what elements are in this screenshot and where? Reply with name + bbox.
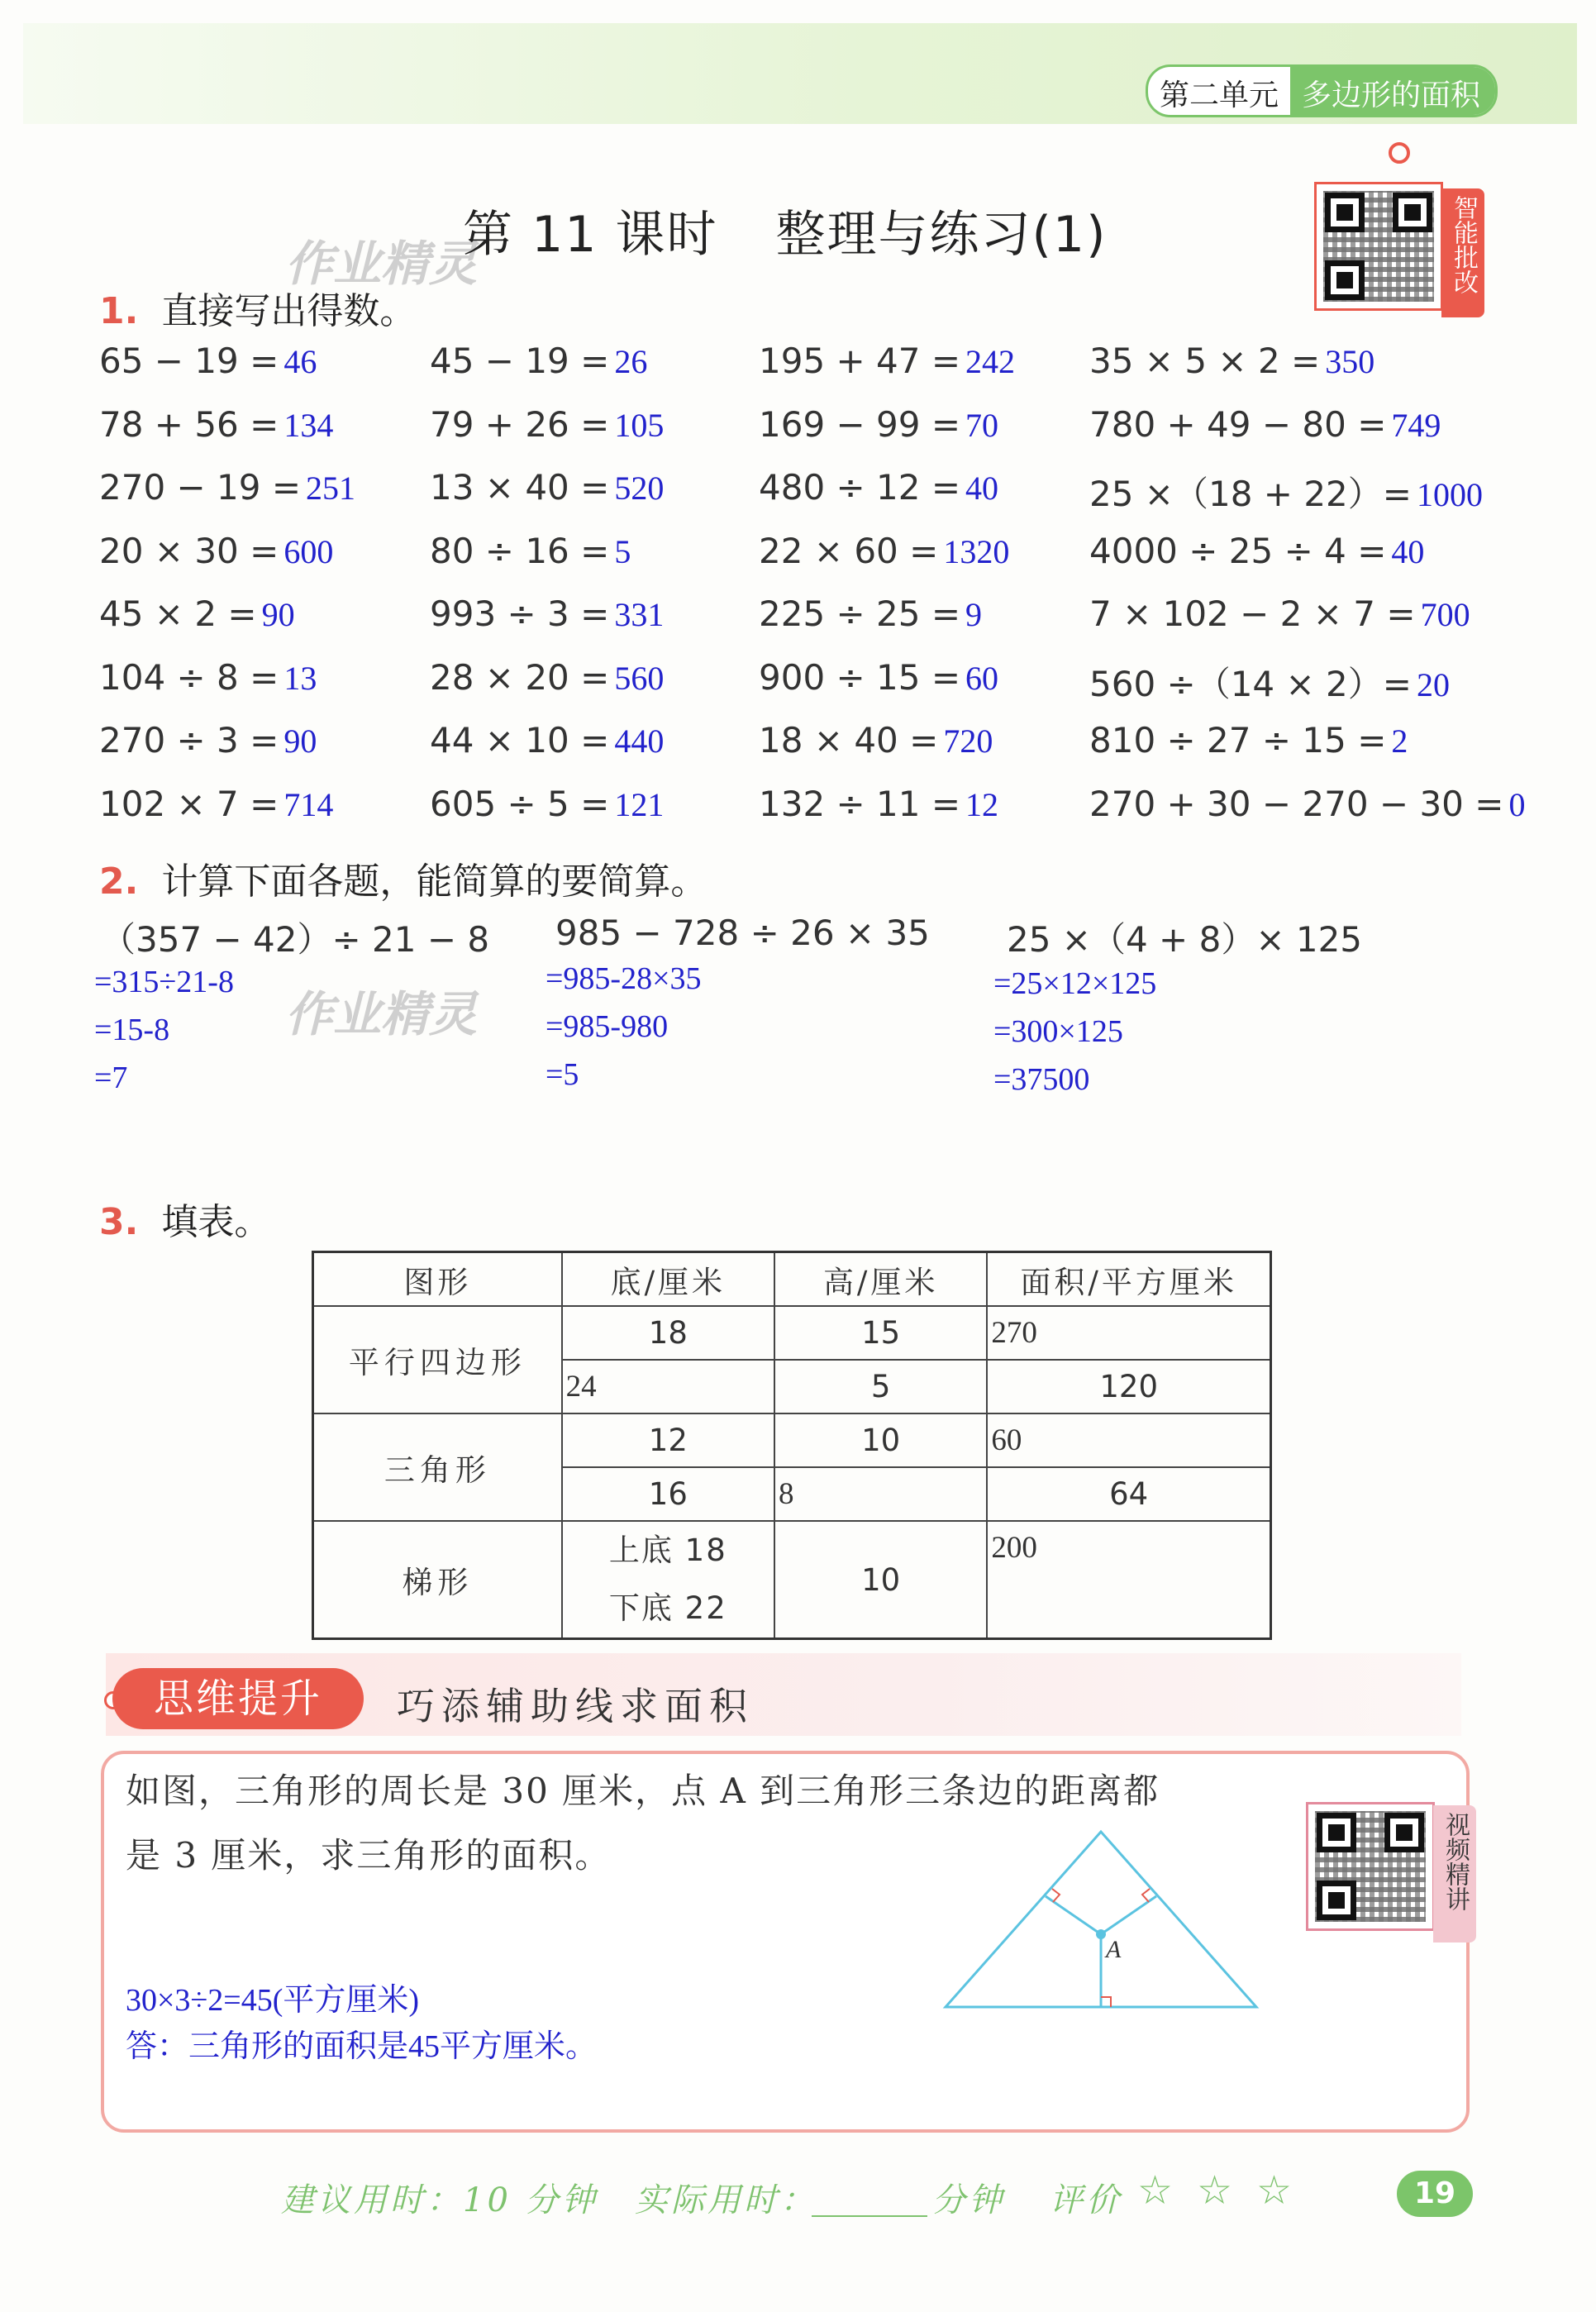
q2-number: 2.	[99, 860, 139, 903]
oral-calc-item	[759, 657, 998, 698]
answer[interactable]: 5	[614, 532, 631, 570]
answer[interactable]: 26	[614, 343, 648, 380]
answer[interactable]: 90	[261, 596, 295, 633]
actual-time-label: 实际用时：	[635, 2181, 817, 2219]
q1-heading	[99, 281, 416, 334]
q2-problem-3: 25 ×（4 + 8）× 125	[1007, 919, 1363, 960]
q2-step: =315÷21-8	[94, 965, 234, 999]
q2-step: =985-28×35	[545, 961, 702, 996]
q2-step: =5	[545, 1057, 579, 1092]
oral-calc-item	[430, 467, 664, 508]
oral-calc-item	[1089, 657, 1450, 707]
q2-prompt: 计算下面各题，能简算的要简算。	[161, 860, 707, 903]
answer[interactable]: 9	[965, 596, 983, 633]
oral-calc-item	[759, 784, 998, 824]
answer[interactable]: 600	[283, 532, 334, 570]
answer[interactable]: 720	[943, 722, 993, 760]
answer[interactable]: 440	[614, 722, 665, 760]
answer[interactable]: 520	[614, 470, 665, 507]
answer[interactable]: 40	[1391, 532, 1425, 570]
table-cell: 10	[774, 1413, 987, 1467]
answer[interactable]: 560	[614, 659, 665, 697]
answer[interactable]: 1000	[1416, 476, 1483, 513]
oral-calc-item	[759, 341, 1015, 381]
oral-calc-item	[1089, 784, 1525, 824]
table-cell: 12	[562, 1413, 774, 1467]
problem-line: 如图，三角形的周长是 30 厘米，点 A 到三角形三条边的距离都	[126, 1771, 1160, 1811]
oral-calc-item	[759, 467, 998, 508]
oral-calc-item	[99, 467, 355, 508]
oral-calc-item	[430, 531, 631, 571]
expression: 195 + 47 =	[759, 341, 961, 381]
watermark: 作业精灵	[285, 236, 478, 292]
expression: 45 × 2 =	[99, 593, 257, 634]
page-title	[463, 195, 1108, 266]
expression: 7 × 102 − 2 × 7 =	[1089, 593, 1416, 634]
q2-problem-1: （357 − 42）÷ 21 − 8	[101, 919, 490, 960]
answer[interactable]: 60	[965, 659, 999, 697]
expression: 102 × 7 =	[99, 783, 279, 824]
oral-calc-item	[1089, 593, 1470, 634]
oral-calc-item	[759, 531, 1009, 571]
watermark: 作业精灵	[285, 986, 478, 1042]
unit-label: 第二单元	[1160, 79, 1279, 112]
oral-calc-item	[99, 784, 333, 824]
answer[interactable]: 105	[614, 406, 665, 444]
answer[interactable]: 2	[1391, 722, 1408, 760]
answer[interactable]: 350	[1325, 343, 1375, 380]
expression: 80 ÷ 16 =	[430, 530, 610, 571]
table-cell	[562, 1521, 774, 1639]
unit-tag	[1146, 64, 1498, 117]
page-number: 19	[1397, 2171, 1473, 2217]
shape-name: 平行四边形	[313, 1306, 562, 1413]
oral-calc-item	[759, 593, 982, 634]
table-cell: 18	[562, 1306, 774, 1360]
expression: 78 + 56 =	[99, 403, 279, 445]
answer-cell[interactable]: 200	[987, 1521, 1270, 1639]
trapezoid-bottom: 下底 22	[608, 1590, 727, 1626]
expression: 22 × 60 =	[759, 530, 939, 571]
answer[interactable]: 70	[965, 406, 999, 444]
oral-calc-item	[1089, 341, 1374, 381]
oral-calc-item	[430, 657, 664, 698]
expression: 900 ÷ 15 =	[759, 656, 961, 698]
expression: 780 + 49 − 80 =	[1089, 403, 1387, 445]
oral-calc-item	[99, 531, 333, 571]
star-icon[interactable]: ☆	[1197, 2167, 1233, 2214]
answer[interactable]: 121	[614, 785, 665, 823]
lesson-number: 第 11 课时	[463, 206, 718, 264]
expression: 132 ÷ 11 =	[759, 783, 961, 824]
answer[interactable]: 12	[965, 785, 999, 823]
expression: 169 − 99 =	[759, 403, 961, 445]
actual-time-blank[interactable]	[812, 2215, 927, 2217]
star-icon[interactable]: ☆	[1256, 2167, 1293, 2214]
table-cell: 64	[987, 1467, 1270, 1521]
qr-code-video[interactable]	[1306, 1802, 1435, 1931]
answer-line: 30×3÷2=45(平方厘米)	[126, 1983, 420, 2018]
oral-calc-item	[99, 593, 295, 634]
q2-step: =7	[94, 1061, 128, 1095]
expression: 35 × 5 × 2 =	[1089, 341, 1321, 381]
oral-calc-item	[99, 657, 317, 698]
suggested-time: 建议用时：10 分钟	[281, 2181, 598, 2219]
qr-label-grading: 智能批改	[1441, 188, 1484, 317]
expression: 45 − 19 =	[430, 341, 610, 381]
qr-label-video: 视频精讲	[1433, 1805, 1476, 1943]
answer[interactable]: 700	[1420, 596, 1470, 633]
oral-calc-item	[430, 593, 664, 634]
expression: 13 × 40 =	[430, 467, 610, 508]
oral-calc-item	[1089, 404, 1441, 445]
q2-step: =15-8	[94, 1013, 170, 1047]
table-header: 高/厘米	[774, 1252, 987, 1307]
problem-line: 是 3 厘米，求三角形的面积。	[126, 1835, 612, 1876]
answer[interactable]: 13	[283, 659, 317, 697]
answer[interactable]: 251	[306, 470, 356, 507]
answer[interactable]: 714	[283, 785, 334, 823]
answer-line: 答：三角形的面积是45平方厘米。	[126, 2029, 598, 2064]
q2-problem-2: 985 − 728 ÷ 26 × 35	[555, 913, 930, 953]
triangle-diagram	[934, 1819, 1265, 2017]
expression: 28 × 20 =	[430, 656, 610, 698]
table-header: 面积/平方厘米	[987, 1252, 1270, 1307]
answer-cell[interactable]: 24	[562, 1360, 774, 1413]
oral-calc-item	[1089, 467, 1483, 517]
oral-calc-item	[430, 720, 664, 760]
oral-calc-item	[430, 341, 647, 381]
shape-name: 梯形	[313, 1521, 562, 1639]
q2-heading	[99, 851, 707, 904]
table-header: 底/厘米	[562, 1252, 774, 1307]
trapezoid-top: 上底 18	[608, 1533, 727, 1568]
expression: 270 + 30 − 270 − 30 =	[1089, 783, 1504, 824]
q2-step: =37500	[993, 1062, 1090, 1097]
answer[interactable]: 90	[283, 722, 317, 760]
oral-calc-item	[1089, 531, 1424, 571]
table-cell: 120	[987, 1360, 1270, 1413]
answer-cell[interactable]: 8	[774, 1467, 987, 1521]
table-cell: 15	[774, 1306, 987, 1360]
expression: 18 × 40 =	[759, 720, 939, 760]
expression: 79 + 26 =	[430, 403, 610, 445]
thinking-title: 巧添辅助线求面积	[397, 1684, 754, 1728]
lesson-title: 整理与练习(1)	[775, 206, 1108, 264]
table-cell: 10	[774, 1521, 987, 1639]
q3-heading	[99, 1192, 270, 1245]
hang-ring	[1389, 142, 1410, 164]
expression: 480 ÷ 12 =	[759, 467, 961, 508]
expression: 25 ×（18 + 22）=	[1089, 474, 1412, 514]
area-table	[312, 1251, 1272, 1640]
answer[interactable]: 134	[283, 406, 334, 444]
answer[interactable]: 46	[283, 343, 317, 380]
expression: 65 − 19 =	[99, 341, 279, 381]
q3-number: 3.	[99, 1201, 139, 1243]
answer[interactable]: 40	[965, 470, 999, 507]
q2-step: =300×125	[993, 1014, 1123, 1049]
oral-calc-item	[759, 720, 993, 760]
answer[interactable]: 749	[1391, 406, 1441, 444]
q2-step: =25×12×125	[993, 966, 1157, 1001]
unit-topic: 多边形的面积	[1290, 67, 1495, 115]
oral-calc-item	[99, 720, 317, 760]
expression: 993 ÷ 3 =	[430, 593, 610, 634]
table-cell: 16	[562, 1467, 774, 1521]
expression: 810 ÷ 27 ÷ 15 =	[1089, 720, 1387, 760]
point-a-label: A	[1106, 1936, 1122, 1963]
expression: 270 ÷ 3 =	[99, 720, 279, 760]
answer[interactable]: 0	[1508, 785, 1526, 823]
expression: 20 × 30 =	[99, 530, 279, 571]
table-header: 图形	[313, 1252, 562, 1307]
oral-calc-item	[430, 784, 664, 824]
q3-prompt: 填表。	[161, 1201, 271, 1243]
answer-cell[interactable]: 270	[987, 1306, 1270, 1360]
oral-calc-item	[759, 404, 998, 445]
answer[interactable]: 1320	[943, 532, 1010, 570]
expression: 270 − 19 =	[99, 467, 302, 508]
expression: 44 × 10 =	[430, 720, 610, 760]
rating-label: 评价	[1050, 2181, 1122, 2219]
table-cell: 5	[774, 1360, 987, 1413]
oral-calc-item	[1089, 720, 1408, 760]
answer[interactable]: 331	[614, 596, 665, 633]
answer-cell[interactable]: 60	[987, 1413, 1270, 1467]
shape-name: 三角形	[313, 1413, 562, 1521]
thinking-badge: 思维提升	[112, 1668, 364, 1729]
expression: 4000 ÷ 25 ÷ 4 =	[1089, 530, 1387, 571]
q1-prompt: 直接写出得数。	[161, 290, 417, 332]
answer[interactable]: 242	[965, 343, 1016, 380]
expression: 560 ÷（14 × 2）=	[1089, 663, 1412, 704]
minutes-label: 分钟	[932, 2181, 1005, 2219]
answer[interactable]: 20	[1416, 665, 1450, 703]
oral-calc-item	[430, 404, 664, 445]
oral-calc-item	[99, 404, 333, 445]
q2-step: =985-980	[545, 1009, 669, 1044]
qr-code-grading[interactable]	[1314, 182, 1443, 311]
expression: 104 ÷ 8 =	[99, 656, 279, 698]
expression: 225 ÷ 25 =	[759, 593, 961, 634]
expression: 605 ÷ 5 =	[430, 783, 610, 824]
star-icon[interactable]: ☆	[1137, 2167, 1174, 2214]
q1-number: 1.	[99, 290, 139, 332]
oral-calc-item	[99, 341, 317, 381]
